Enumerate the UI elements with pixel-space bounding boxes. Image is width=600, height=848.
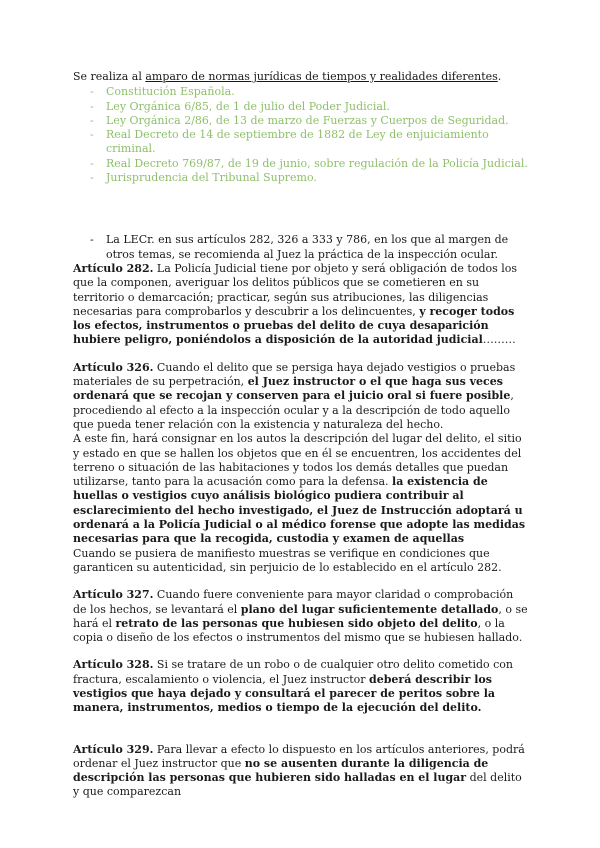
- article-title: Artículo 329.: [73, 742, 154, 756]
- article-text: del delito y que comparezcan: [73, 771, 522, 799]
- intro-paragraph: [73, 70, 528, 84]
- article-text: A este fin, hará consignar en los autos la descripción del lugar del delito, el sitio y estado en que se hallen los objetos que en él se encuentren, los accidentes del terreno o situación de las habitaciones y todos los demás detalles que puedan utilizarse, tanto para la acusación como para la defensa.: [73, 432, 522, 489]
- article-text: , o se hará el: [73, 602, 528, 630]
- document-page: [73, 70, 528, 800]
- article-title: Artículo 326.: [73, 360, 154, 374]
- article-282: [73, 262, 528, 348]
- article-text: , procediendo al efecto a la inspección ocular y a la descripción de todo aquello que pueda tener relación con la existencia y naturaleza del hecho.: [73, 389, 514, 431]
- article-328: [73, 658, 528, 715]
- article-bold-text: el Juez instructor o el que haga sus veces ordenará que se recojan y conserven para el juicio oral si fuere posible: [73, 375, 511, 403]
- article-bold-text: plano del lugar suficientemente detallado: [240, 602, 499, 616]
- article-text: La Policía Judicial tiene por objeto y será obligación de todos los que la componen, averiguar los delitos públicos que se cometieren en su territorio o demarcación; practicar, según sus atribuciones, las diligencias necesarias para comprobarlos y descubrir a los delincuentes,: [73, 261, 518, 318]
- article-329: [73, 743, 528, 800]
- article-text: , o la copia o diseño de los efectos o instrumentos del mismo que se hubiesen hallado.: [73, 616, 523, 645]
- list-item: - Jurisprudencia del Tribunal Supremo.: [90, 171, 528, 185]
- article-326: [73, 361, 528, 432]
- article-text: ………: [482, 333, 516, 347]
- article-title: Artículo 328.: [73, 658, 154, 672]
- article-text: Cuando el delito que se persiga haya dejado vestigios o pruebas materiales de su perpetración,: [73, 360, 516, 389]
- article-bold-text: y recoger todos los efectos, instrumentos o pruebas del delito de cuya desaparición hubiere peligro, poniéndolos a disposición de la autoridad judicial: [73, 304, 515, 347]
- article-text: Cuando fuere conveniente para mayor claridad o comprobación de los hechos, se levantará el: [73, 588, 514, 616]
- legal-sources-list: [73, 85, 528, 185]
- intro-suffix: .: [497, 70, 502, 83]
- article-text: Si se tratare de un robo o de cualquier otro delito cometido con fractura, escalamiento o violencia, el Juez instructor: [73, 658, 513, 686]
- intro-prefix: Se realiza al: [73, 70, 146, 83]
- lecr-note: - La LECr. en sus artículos 282, 326 a 333 y 786, en los que al margen de otros temas, se recomienda al Juez la práctica de la inspección ocular.: [73, 233, 528, 262]
- article-title: Artículo 282.: [73, 261, 154, 275]
- article-bold-text: no se ausenten durante la diligencia de descripción las personas que hubieren sido halladas en el lugar: [73, 756, 489, 785]
- article-bold-text: la existencia de huellas o vestigios cuyo análisis biológico pudiera contribuir al esclarecimiento del hecho investigado, el Juez de Instrucción adoptará u ordenará a la Policía Judicial o al médico forense que adopte las medidas necesarias para que la recogida, custodia y examen de aquellas: [73, 475, 526, 546]
- article-text: Para llevar a efecto lo dispuesto en los artículos anteriores, podrá ordenar el Juez instructor que: [73, 742, 525, 770]
- list-item: - Real Decreto de 14 de septiembre de 1882 de Ley de enjuiciamiento criminal.: [90, 128, 528, 157]
- article-327: [73, 588, 528, 645]
- list-item: - Ley Orgánica 6/85, de 1 de julio del Poder Judicial.: [90, 100, 528, 114]
- article-bold-text: deberá describir los vestigios que haya dejado y consultará el parecer de peritos sobre la manera, instrumentos, medios o tiempo de la ejecución del delito.: [73, 672, 496, 715]
- intro-underlined-text: amparo de normas jurídicas de tiempos y realidades diferentes: [145, 70, 498, 83]
- article-bold-text: retrato de las personas que hubiesen sido objeto del delito: [115, 616, 478, 630]
- list-item: - Ley Orgánica 2/86, de 13 de marzo de Fuerzas y Cuerpos de Seguridad.: [90, 114, 528, 128]
- article-title: Artículo 327.: [73, 588, 154, 602]
- list-item: - Real Decreto 769/87, de 19 de junio, sobre regulación de la Policía Judicial.: [90, 157, 528, 171]
- article-326-paragraph-2: [73, 432, 528, 546]
- article-326-paragraph-3: Cuando se pusiera de manifiesto muestras se verifique en condiciones que garanticen su autenticidad, sin perjuicio de lo establecido en el artículo 282.: [73, 546, 502, 574]
- list-item: - Constitución Española.: [90, 85, 528, 99]
